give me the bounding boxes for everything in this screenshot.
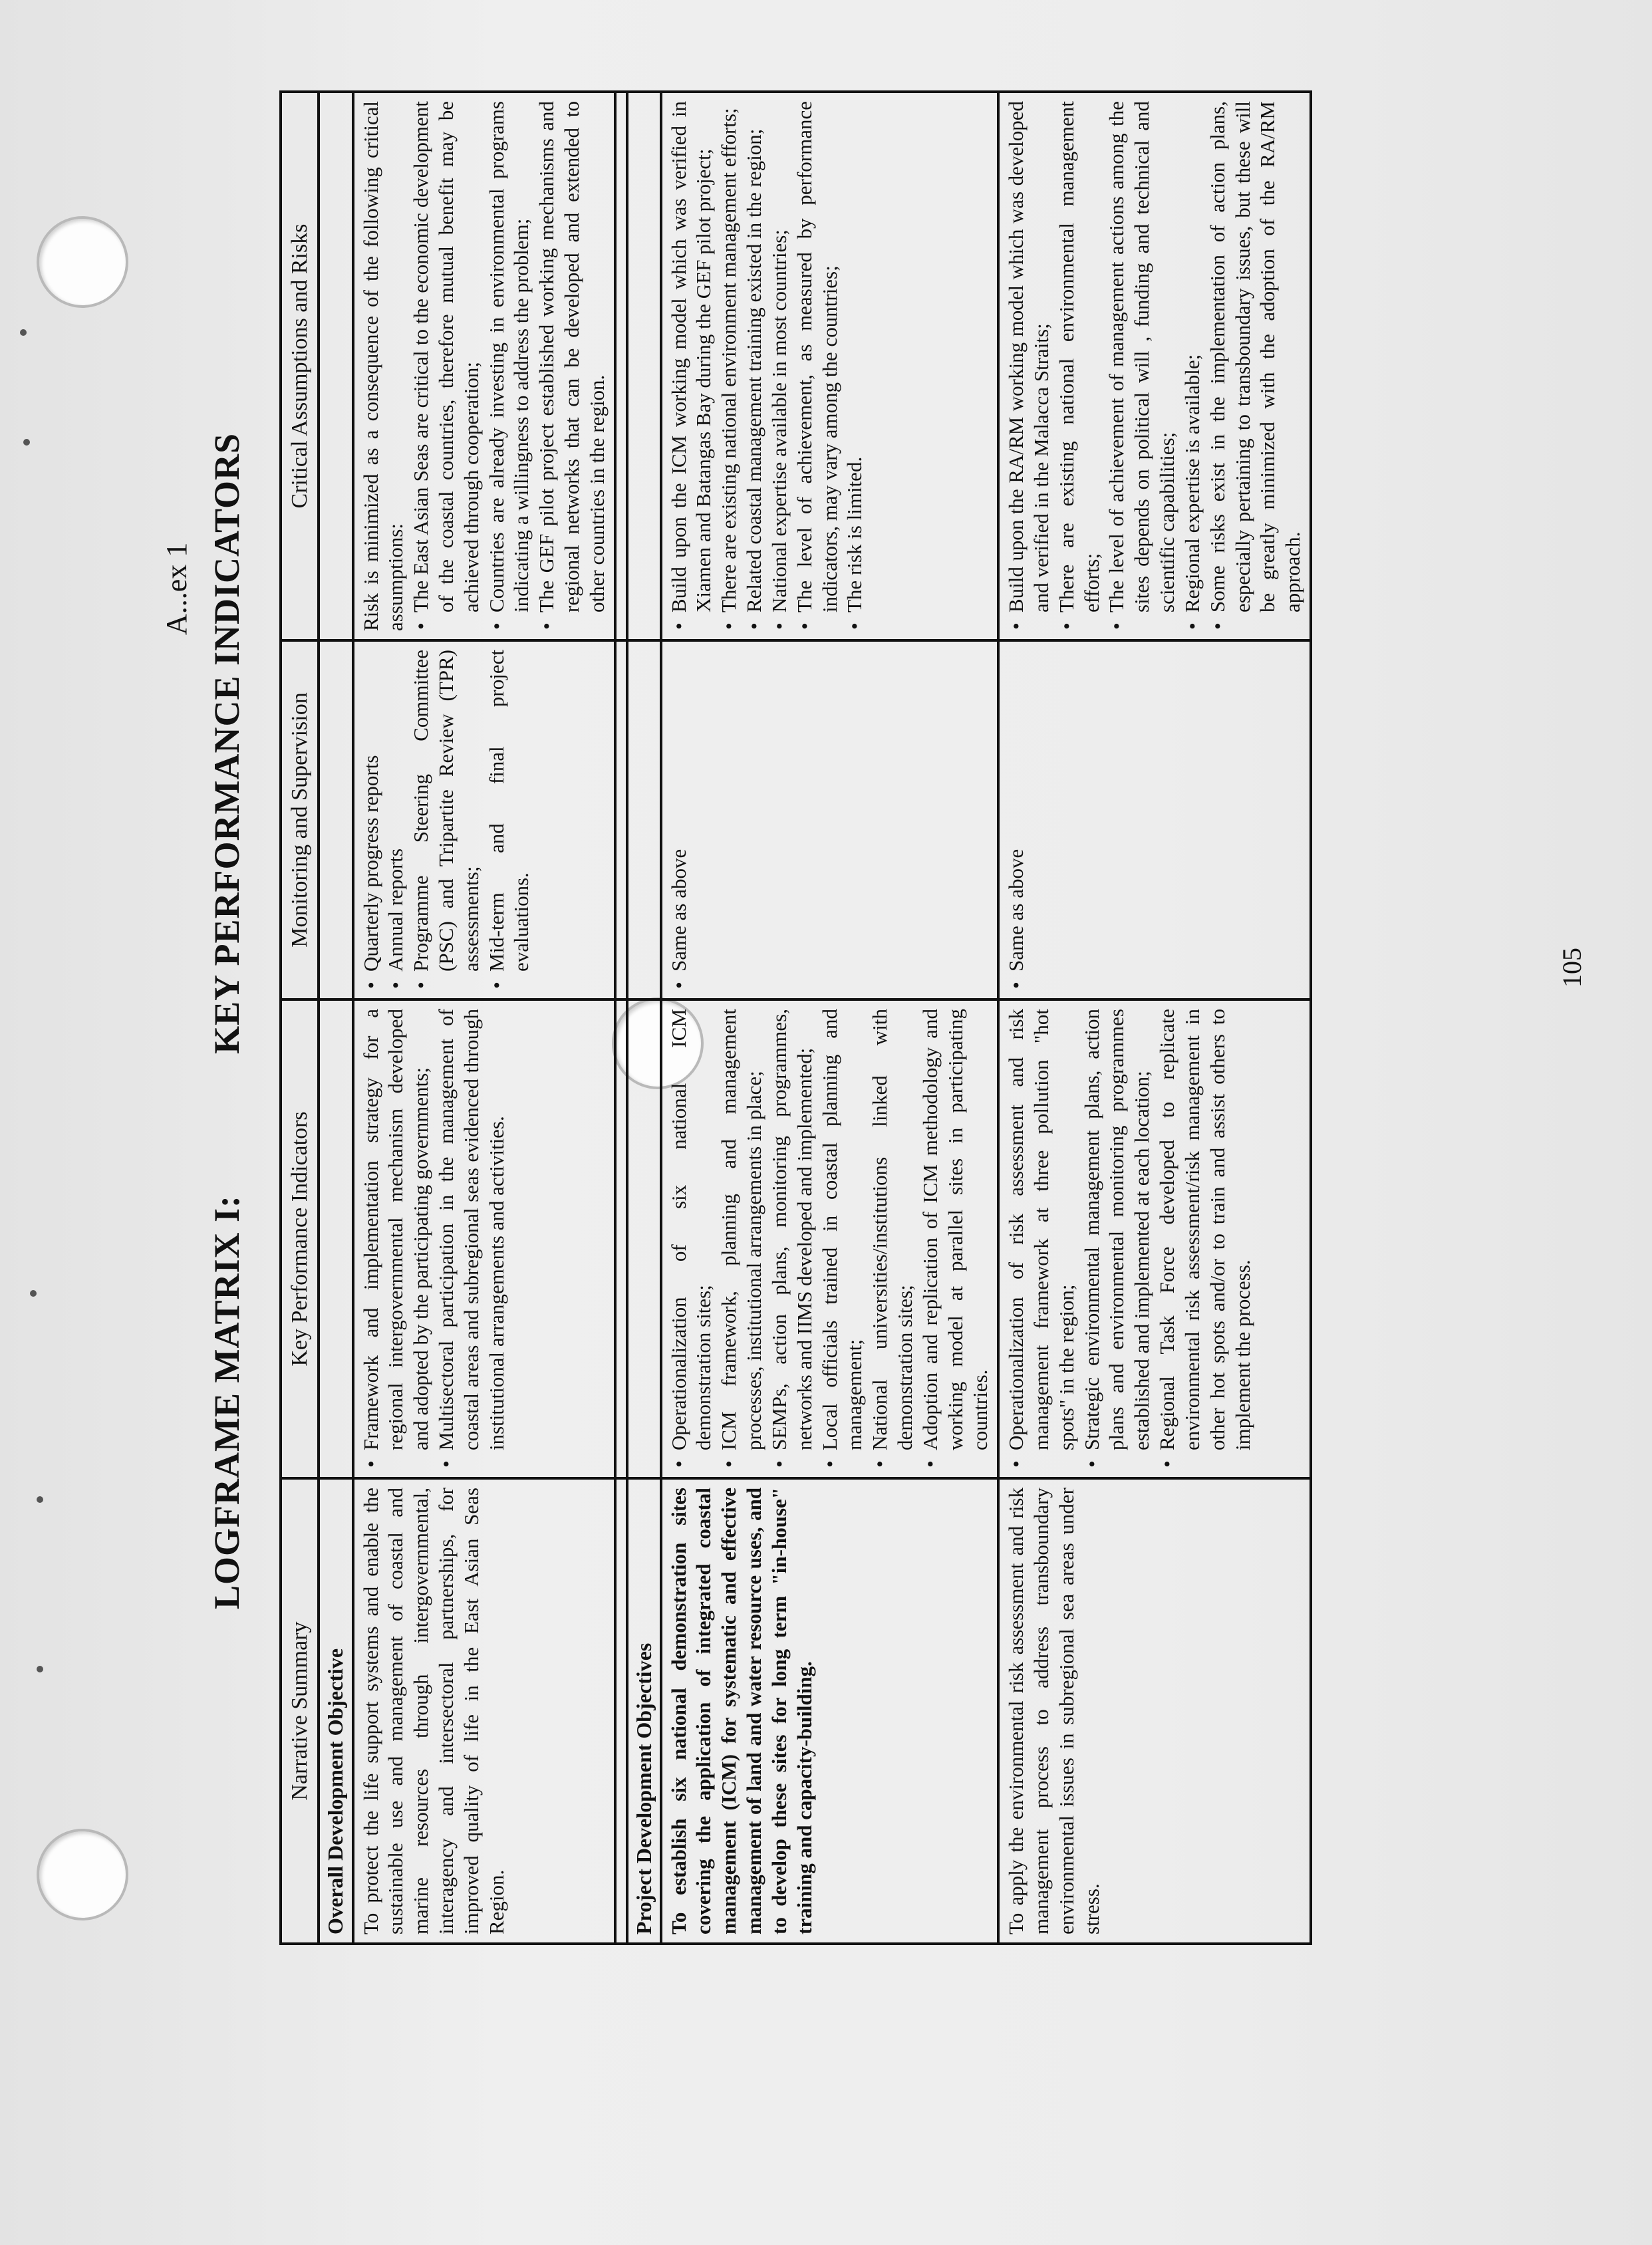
empty-cell xyxy=(627,640,661,999)
overall-narrative: To protect the life support systems and enable the sustainable use and management of coastal and marine resources through intergovernmental, interagency and intersectoral partnerships, for improved quality of life in the East Asian Seas Region. xyxy=(358,1488,508,1934)
spacer-row xyxy=(615,92,627,1944)
list-item: • Regional expertise is available; xyxy=(1180,101,1205,612)
empty-cell xyxy=(627,999,661,1478)
table-row-objective-1 xyxy=(661,92,999,1944)
list-item: • There are existing national environmental management efforts; xyxy=(1054,101,1105,612)
list-item: • Mid-term and final project evaluations. xyxy=(484,650,535,972)
list-item: • National expertise available in most countries; xyxy=(767,101,792,612)
table-row-objective-2 xyxy=(998,92,1311,1944)
objective1-narrative-cell xyxy=(661,1478,999,1944)
objective2-monitoring-cell xyxy=(998,640,1311,999)
objective1-narrative: To establish six national demonstration sites covering the application of integrated coastal management (ICM) for systematic and effective management of land and water resource uses, and to develop these sites for long term "in-house" training and capacity-building. xyxy=(666,1488,816,1934)
list-item: • Programme Steering Committee (PSC) and Tripartite Review (TPR) assessments; xyxy=(408,650,483,972)
list-item: • Operationalization of risk assessment and risk management framework at three pollution "hot spots" in the region; xyxy=(1004,1009,1079,1450)
list-item: • Same as above xyxy=(1004,650,1029,972)
rotated-page xyxy=(160,0,1587,2035)
list-item: • SEMPs, action plans, monitoring programmes, networks and IIMS developed and implemented; xyxy=(767,1009,817,1450)
objective1-assumptions-cell xyxy=(661,92,999,640)
list-item: • The level of achievement, as measured by performance indicators, may vary among the countries; xyxy=(792,101,843,612)
list-item: • Build upon the RA/RM working model which was developed and verified in the Malacca Straits; xyxy=(1004,101,1054,612)
list-item: • The GEF pilot project established working mechanisms and regional networks that can be developed and extended to other countries in the region. xyxy=(534,101,609,612)
binder-hole-bottom xyxy=(37,1829,128,1920)
objective2-narrative: To apply the environmental risk assessment and risk management process to address transboundary environmental issues in subregional sea areas under stress. xyxy=(1004,1488,1103,1934)
column-header-assumptions: Critical Assumptions and Risks xyxy=(281,92,319,640)
list-item: • Framework and implementation strategy for a regional intergovernmental mechanism developed and adopted by the participating governments; xyxy=(358,1009,434,1450)
objective2-indicators-cell xyxy=(998,999,1311,1478)
header-row xyxy=(281,92,319,1944)
list-item: • Same as above xyxy=(666,650,692,972)
list-item: • Operationalization of six national ICM demonstration sites; xyxy=(666,1009,717,1450)
scan-speck xyxy=(20,329,27,336)
list-item: • ICM framework, planning and management processes, institutional arrangements in place; xyxy=(716,1009,767,1450)
column-header-narrative: Narrative Summary xyxy=(281,1478,319,1944)
list-item: • Strategic environmental management plans, action plans and environmental monitoring programmes established and implemented at each location; xyxy=(1079,1009,1155,1450)
objective2-narrative-cell xyxy=(998,1478,1311,1944)
list-item: • Some risks exist in the implementation of action plans, especially pertaining to transboundary issues, but these will be greatly minimized with the adoption of the RA/RM approach. xyxy=(1205,101,1306,612)
list-item: • Multisectoral participation in the management of coastal areas and subregional seas evidenced through institutional arrangements and activities. xyxy=(434,1009,509,1450)
scan-speck xyxy=(23,439,30,446)
objective1-monitoring-cell xyxy=(661,640,999,999)
list-item: • The level of achievement of management actions among the sites depends on political will , funding and technical and scientific capabilities; xyxy=(1104,101,1179,612)
column-header-indicators: Key Performance Indicators xyxy=(281,999,319,1478)
overall-objective-heading: Overall Development Objective xyxy=(319,1478,352,1944)
empty-cell xyxy=(615,92,627,640)
section-heading-row xyxy=(627,92,661,1944)
annex-label: A...ex 1 xyxy=(160,542,193,635)
empty-cell xyxy=(319,92,352,640)
empty-cell xyxy=(615,999,627,1478)
column-header-monitoring: Monitoring and Supervision xyxy=(281,640,319,999)
table-row-overall xyxy=(353,92,615,1944)
list-item: • The risk is limited. xyxy=(842,101,867,612)
objective1-indicators-cell xyxy=(661,999,999,1478)
section-heading-row xyxy=(319,92,352,1944)
list-item: • Countries are already investing in environmental programs indicating a willingness to address the problem; xyxy=(484,101,535,612)
empty-cell xyxy=(615,640,627,999)
list-item: • There are existing national environment management efforts; xyxy=(716,101,742,612)
list-item: • Build upon the ICM working model which was verified in Xiamen and Batangas Bay during the GEF pilot project; xyxy=(666,101,717,612)
list-item: • Local officials trained in coastal planning and management; xyxy=(817,1009,868,1450)
page-number: 105 xyxy=(1557,948,1587,988)
list-item: • National universities/institutions linked with demonstration sites; xyxy=(867,1009,918,1450)
empty-cell xyxy=(319,640,352,999)
list-item: • Quarterly progress reports xyxy=(358,650,384,972)
list-item: • Regional Task Force developed to replicate environmental risk assessment/risk management in other hot spots and/or to train and assist others to implement the process. xyxy=(1155,1009,1255,1450)
assumptions-intro: Risk is minimized as a consequence of the following critical assumptions: xyxy=(358,101,408,631)
scan-speck xyxy=(37,1666,43,1672)
list-item: • The East Asian Seas are critical to the economic development of the coastal countries, therefore mutual benefit may be achieved through cooperation; xyxy=(408,101,483,612)
logframe-table xyxy=(279,90,1312,1945)
list-item: • Annual reports xyxy=(383,650,408,972)
list-item: • Adoption and replication of ICM methodology and working model at parallel sites in participating countries. xyxy=(918,1009,993,1450)
binder-hole-top xyxy=(37,216,128,308)
empty-cell xyxy=(615,1478,627,1944)
overall-narrative-cell xyxy=(353,1478,615,1944)
page-title-part2: KEY PERFORMANCE INDICATORS xyxy=(207,432,247,1054)
empty-cell xyxy=(319,999,352,1478)
overall-monitoring-cell xyxy=(353,640,615,999)
page-title-part1: LOGFRAME MATRIX I: xyxy=(207,1195,247,1609)
scan-speck xyxy=(37,1496,43,1503)
list-item: • Related coastal management training existed in the region; xyxy=(742,101,767,612)
empty-cell xyxy=(627,92,661,640)
overall-indicators-cell xyxy=(353,999,615,1478)
project-objectives-heading: Project Development Objectives xyxy=(627,1478,661,1944)
overall-assumptions-cell xyxy=(353,92,615,640)
objective2-assumptions-cell xyxy=(998,92,1311,640)
scan-speck xyxy=(30,1290,37,1297)
